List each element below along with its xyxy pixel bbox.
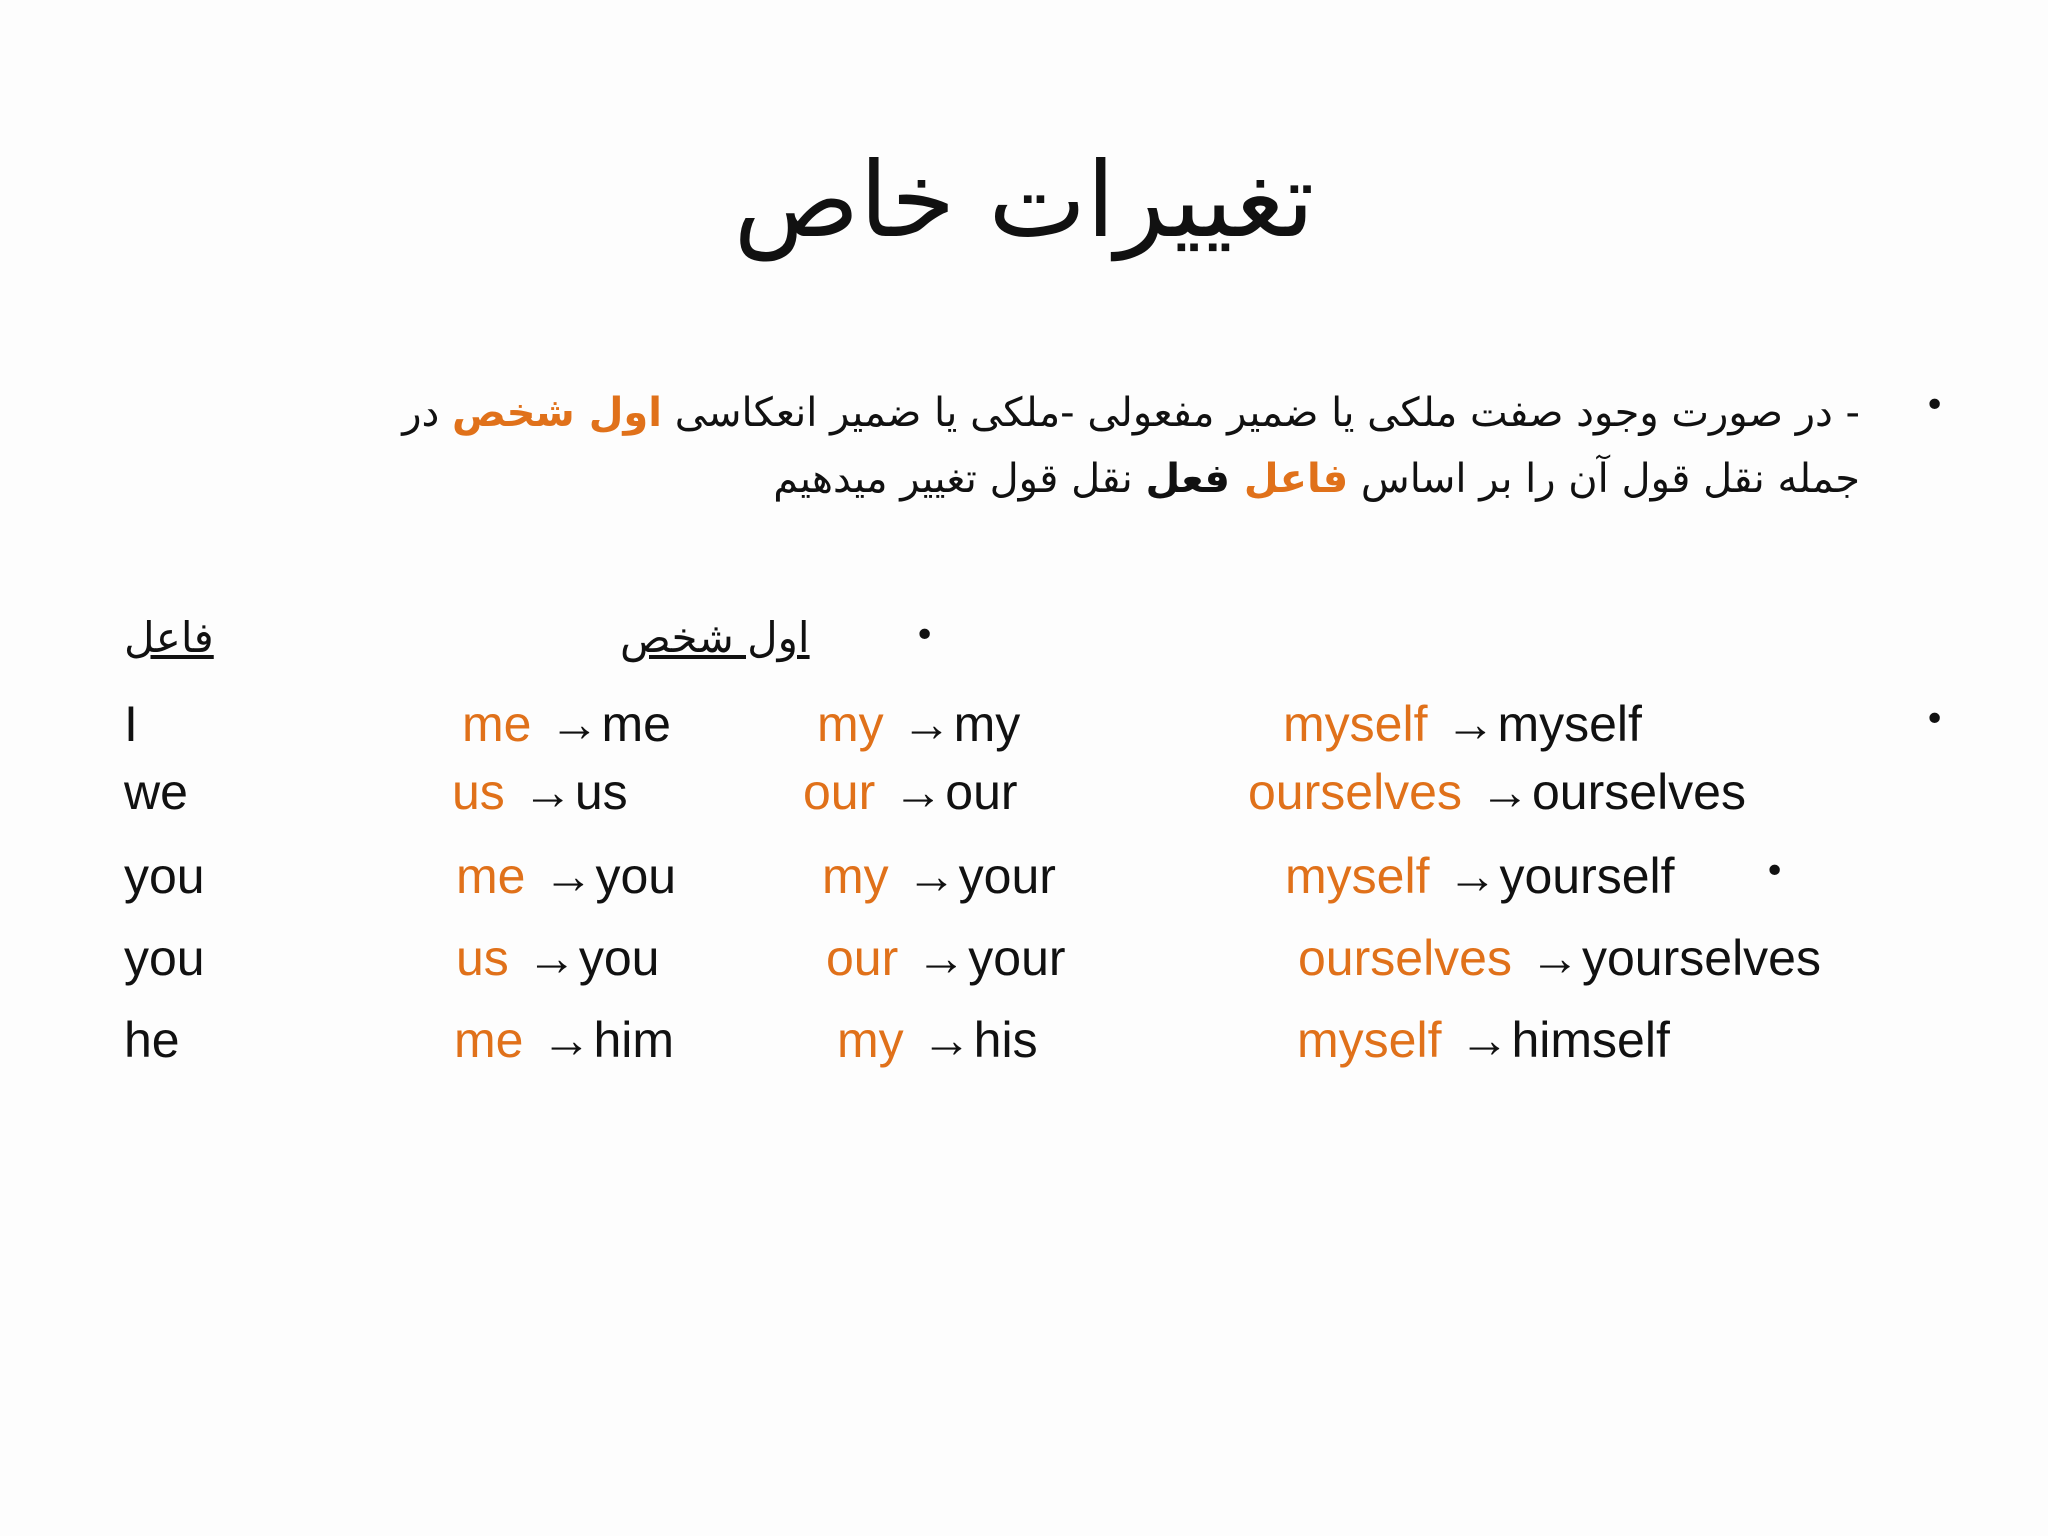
target-pronoun: yourselves bbox=[1582, 930, 1821, 986]
paragraph-text: جمله نقل قول آن را بر اساس bbox=[1348, 456, 1860, 502]
source-pronoun: ourselves bbox=[1298, 930, 1512, 986]
slide-title: تغییرات خاص bbox=[733, 139, 1315, 261]
header-subject: فاعل bbox=[124, 613, 214, 662]
target-pronoun: me bbox=[601, 696, 671, 752]
possessive-pair bbox=[817, 694, 1020, 754]
source-pronoun: me bbox=[454, 1012, 524, 1068]
source-pronoun: myself bbox=[1283, 696, 1428, 752]
target-pronoun: your bbox=[958, 848, 1056, 904]
arrow-right-icon: → bbox=[1480, 764, 1530, 820]
source-pronoun: me bbox=[462, 696, 532, 752]
arrow-right-icon: → bbox=[543, 848, 594, 904]
source-pronoun: us bbox=[452, 764, 505, 820]
possessive-pair bbox=[822, 846, 1056, 906]
arrow-right-icon: → bbox=[1459, 1012, 1510, 1068]
arrow-right-icon: → bbox=[916, 930, 967, 986]
source-pronoun: my bbox=[817, 696, 884, 752]
reflexive-pair bbox=[1285, 846, 1675, 906]
target-pronoun: ourselves bbox=[1532, 764, 1746, 820]
possessive-pair bbox=[803, 762, 1018, 822]
reflexive-pair bbox=[1283, 694, 1642, 754]
source-pronoun: myself bbox=[1285, 848, 1430, 904]
target-pronoun: us bbox=[574, 764, 628, 820]
source-pronoun: us bbox=[456, 930, 509, 986]
target-pronoun: yourself bbox=[1499, 848, 1675, 904]
bold-verb: فعل bbox=[1145, 456, 1244, 502]
arrow-right-icon: → bbox=[1445, 696, 1496, 752]
target-pronoun: you bbox=[595, 848, 677, 904]
target-pronoun: my bbox=[953, 696, 1021, 752]
arrow-right-icon: → bbox=[901, 696, 952, 752]
target-pronoun: his bbox=[973, 1012, 1038, 1068]
source-pronoun: our bbox=[803, 764, 876, 820]
arrow-right-icon: → bbox=[541, 1012, 592, 1068]
arrow-right-icon: → bbox=[1447, 848, 1498, 904]
object-pronoun-pair bbox=[454, 1010, 674, 1070]
source-pronoun: me bbox=[456, 848, 526, 904]
paragraph-line-1 bbox=[170, 380, 1860, 446]
paragraph-text: - در صورت وجود صفت ملکی یا ضمیر مفعولی -ملکی یا ضمیر انعکاسی bbox=[661, 390, 1860, 436]
row-subject: you bbox=[124, 848, 205, 904]
row-subject: he bbox=[124, 1012, 180, 1068]
highlight-first-person: اول شخص bbox=[452, 390, 662, 436]
possessive-pair bbox=[837, 1010, 1038, 1070]
target-pronoun: myself bbox=[1497, 696, 1642, 752]
source-pronoun: my bbox=[822, 848, 889, 904]
target-pronoun: him bbox=[593, 1012, 675, 1068]
arrow-right-icon: → bbox=[921, 1012, 972, 1068]
arrow-right-icon: → bbox=[526, 930, 577, 986]
rule-paragraph bbox=[170, 380, 1860, 512]
arrow-right-icon: → bbox=[549, 696, 600, 752]
bullet-icon: • bbox=[1764, 851, 1786, 892]
paragraph-line-2 bbox=[170, 446, 1860, 512]
bullet-icon: • bbox=[914, 615, 936, 656]
source-pronoun: my bbox=[837, 1012, 904, 1068]
paragraph-text: در bbox=[402, 390, 453, 436]
reflexive-pair bbox=[1298, 928, 1821, 988]
source-pronoun: ourselves bbox=[1248, 764, 1462, 820]
arrow-right-icon: → bbox=[893, 764, 944, 820]
arrow-right-icon: → bbox=[906, 848, 957, 904]
highlight-subject: فاعل bbox=[1243, 456, 1349, 502]
object-pronoun-pair bbox=[452, 762, 628, 822]
paragraph-text: نقل قول تغییر میدهیم bbox=[773, 456, 1146, 502]
bullet-icon: • bbox=[1924, 699, 1946, 740]
target-pronoun: you bbox=[578, 930, 660, 986]
target-pronoun: your bbox=[968, 930, 1066, 986]
header-first-person: اول شخص bbox=[620, 613, 810, 662]
target-pronoun: himself bbox=[1511, 1012, 1670, 1068]
object-pronoun-pair bbox=[462, 694, 671, 754]
row-subject: you bbox=[124, 930, 205, 986]
source-pronoun: our bbox=[826, 930, 899, 986]
arrow-right-icon: → bbox=[522, 764, 573, 820]
reflexive-pair bbox=[1248, 762, 1746, 822]
object-pronoun-pair bbox=[456, 928, 659, 988]
row-subject: we bbox=[124, 764, 188, 820]
row-subject: I bbox=[124, 696, 138, 752]
object-pronoun-pair bbox=[456, 846, 676, 906]
source-pronoun: myself bbox=[1297, 1012, 1442, 1068]
bullet-icon: • bbox=[1924, 385, 1946, 426]
target-pronoun: our bbox=[945, 764, 1018, 820]
arrow-right-icon: → bbox=[1530, 930, 1580, 986]
possessive-pair bbox=[826, 928, 1066, 988]
reflexive-pair bbox=[1297, 1010, 1670, 1070]
